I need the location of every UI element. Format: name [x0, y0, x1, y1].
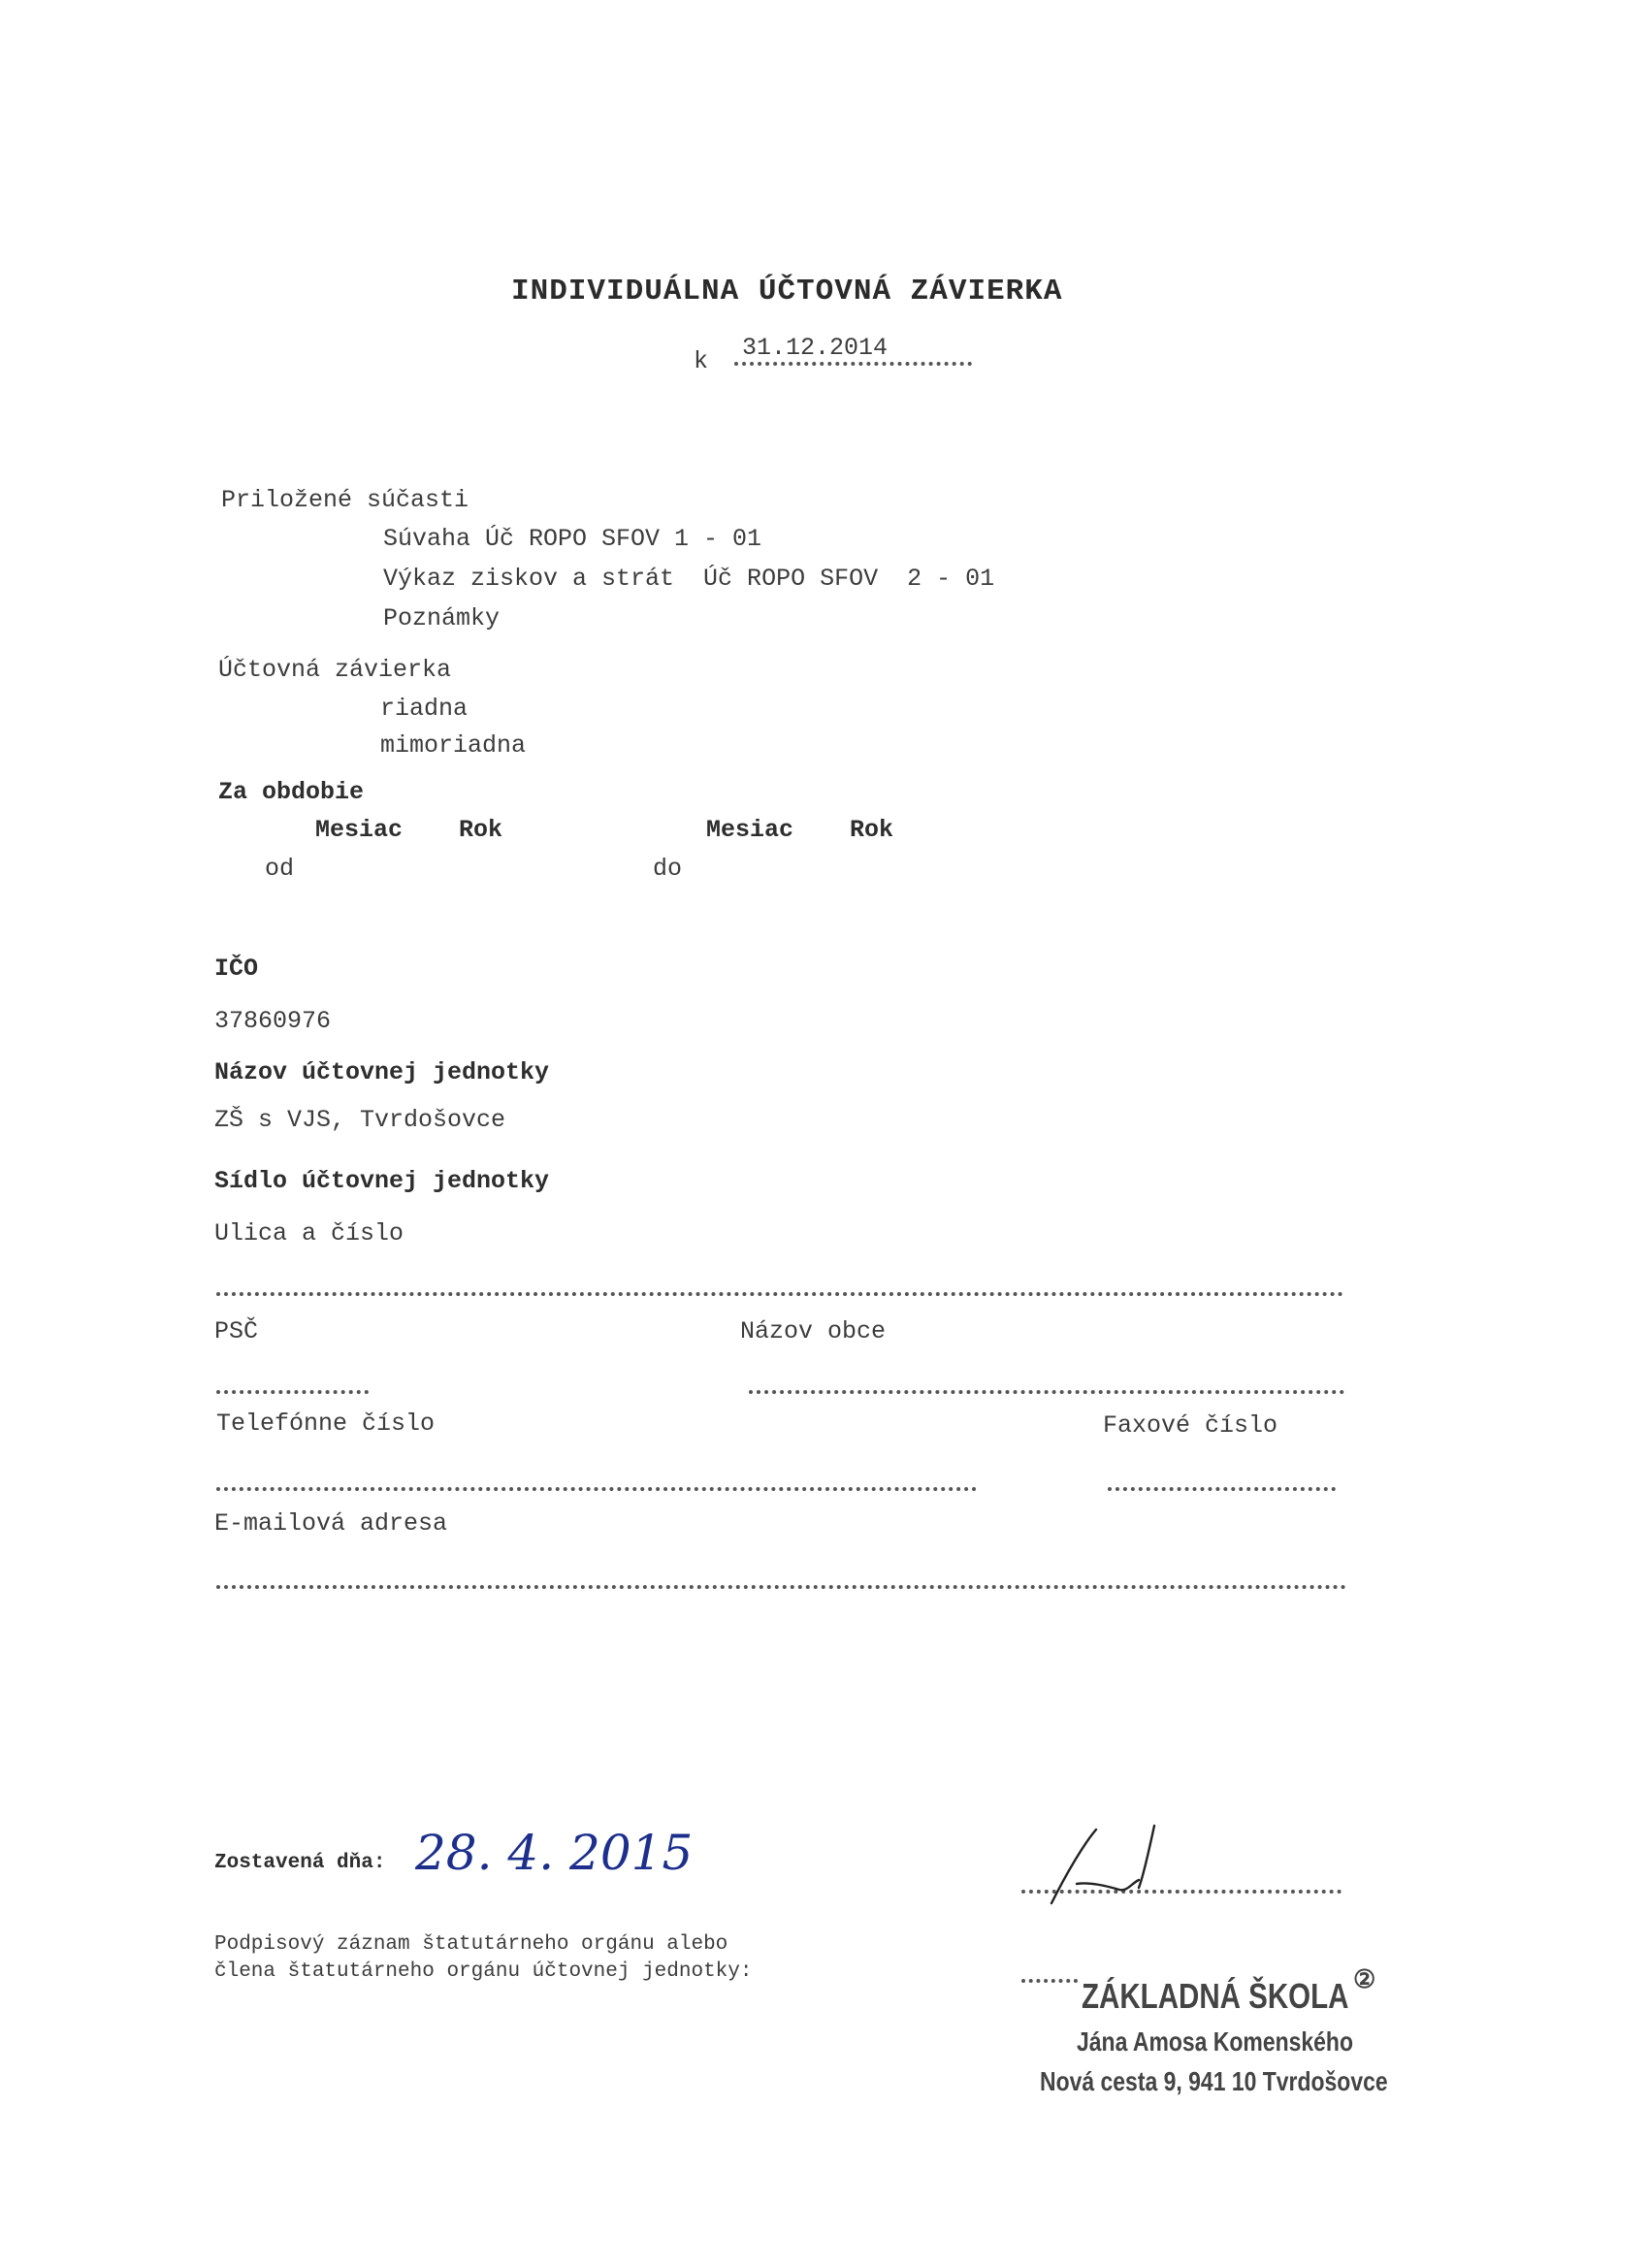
- fax-label: Faxové číslo: [1103, 1411, 1278, 1440]
- to-month-label: Mesiac: [706, 816, 794, 844]
- town-label: Názov obce: [740, 1317, 887, 1345]
- ico-value: 37860976: [214, 1007, 332, 1035]
- stamp-line-name: Jána Amosa Komenského: [1077, 2026, 1353, 2057]
- street-label: Ulica a číslo: [214, 1219, 404, 1247]
- from-year-label: Rok: [459, 816, 503, 844]
- signature-note-line2: člena štatutárneho orgánu účtovnej jednotky:: [214, 1960, 753, 1983]
- signature-note-line1: Podpisový záznam štatutárneho orgánu alebo: [214, 1933, 728, 1956]
- attachment-item: Výkaz ziskov a strát Úč ROPO SFOV 2 - 01: [383, 565, 995, 593]
- phone-label: Telefónne číslo: [216, 1409, 436, 1438]
- signature: [1038, 1814, 1232, 1930]
- attachments-label: Priložené súčasti: [221, 486, 469, 514]
- seat-label: Sídlo účtovnej jednotky: [214, 1167, 550, 1195]
- ico-label: IČO: [214, 955, 259, 983]
- email-label: E-mailová adresa: [214, 1509, 448, 1538]
- prepared-label: Zostavená dňa:: [214, 1852, 386, 1874]
- from-label: od: [265, 855, 295, 883]
- statement-label: Účtovná závierka: [218, 656, 452, 684]
- psc-field: [216, 1390, 369, 1394]
- document-title: INDIVIDUÁLNA ÚČTOVNÁ ZÁVIERKA: [511, 275, 1063, 308]
- stamp-mark: ②: [1353, 1964, 1376, 1993]
- attachment-item: Súvaha Úč ROPO SFOV 1 - 01: [383, 525, 762, 553]
- period-label: Za obdobie: [218, 778, 365, 806]
- town-field: [749, 1390, 1344, 1394]
- stamp-dotted-line: [1021, 1979, 1078, 1983]
- unit-name-value: ZŠ s VJS, Tvrdošovce: [214, 1106, 506, 1134]
- psc-label: PSČ: [214, 1317, 259, 1345]
- phone-field: [216, 1487, 977, 1491]
- stamp-line-address: Nová cesta 9, 941 10 Tvrdošovce: [1040, 2066, 1388, 2096]
- fax-field: [1108, 1487, 1336, 1491]
- date-prefix: k: [694, 347, 709, 375]
- closing-date-line: [734, 362, 972, 366]
- prepared-date-handwritten: 28. 4. 2015: [415, 1825, 694, 1881]
- statement-option-extraordinary: mimoriadna: [380, 731, 527, 760]
- statement-option-regular: riadna: [380, 695, 469, 723]
- to-label: do: [653, 855, 683, 883]
- street-field: [216, 1292, 1343, 1296]
- to-year-label: Rok: [850, 816, 894, 844]
- closing-date: 31.12.2014: [742, 334, 889, 362]
- from-month-label: Mesiac: [315, 816, 404, 844]
- email-field: [216, 1585, 1346, 1589]
- attachment-item: Poznámky: [383, 604, 501, 632]
- unit-name-label: Názov účtovnej jednotky: [214, 1058, 550, 1086]
- stamp-line-school: ZÁKLADNÁ ŠKOLA: [1082, 1976, 1349, 2016]
